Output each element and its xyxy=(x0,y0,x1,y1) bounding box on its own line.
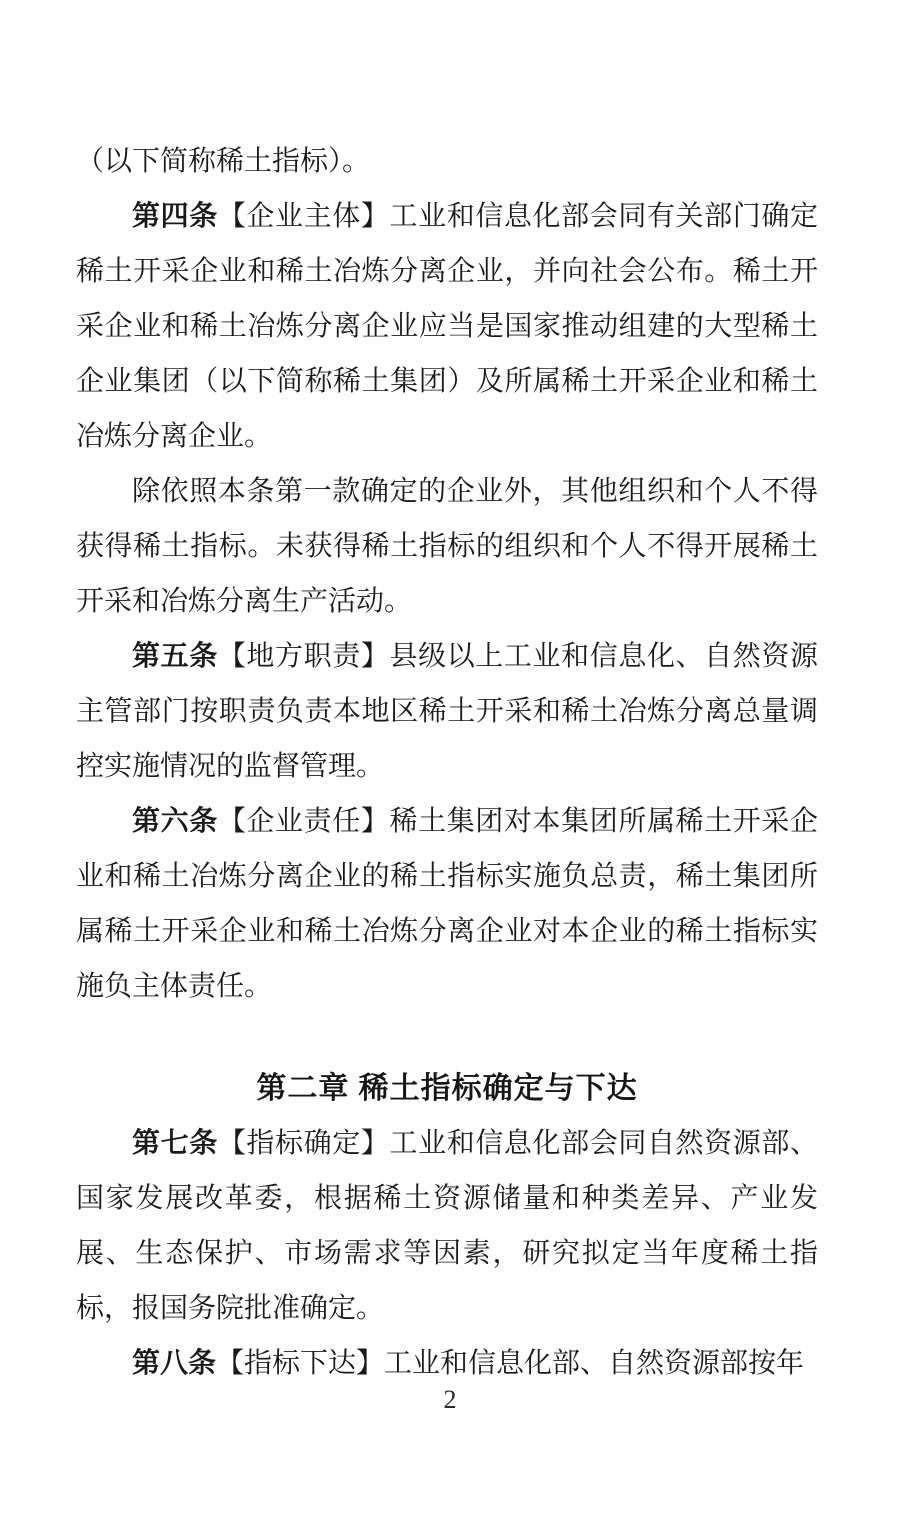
paragraph-article-5 xyxy=(76,629,818,794)
paragraph-article-4-clause-2 xyxy=(76,464,818,629)
article-7-body: 【指标确定】工业和信息化部会同自然资源部、国家发展改革委，根据稀土资源储量和种类差异、产业发展、生态保护、市场需求等因素，研究拟定当年度稀土指标，报国务院批准确定。 xyxy=(76,1128,818,1324)
article-8-label: 第八条 xyxy=(132,1348,217,1379)
article-6-body: 【企业责任】稀土集团对本集团所属稀土开采企业和稀土冶炼分离企业的稀土指标实施负总责，稀土集团所属稀土开采企业和稀土冶炼分离企业对本企业的稀土指标实施负主体责任。 xyxy=(76,806,818,1002)
article-5-body: 【地方职责】县级以上工业和信息化、自然资源主管部门按职责负责本地区稀土开采和稀土冶炼分离总量调控实施情况的监督管理。 xyxy=(76,641,818,782)
article-8-body: 【指标下达】工业和信息化部、自然资源部按年 xyxy=(216,1348,805,1379)
article-7-label: 第七条 xyxy=(132,1128,218,1159)
paragraph-article-6 xyxy=(76,794,818,1014)
continuation-text: （以下简称稀土指标）。 xyxy=(76,146,371,177)
paragraph-article-8 xyxy=(76,1336,818,1391)
article-4-label: 第四条 xyxy=(132,201,218,232)
paragraph-article-7 xyxy=(76,1116,818,1336)
document-body xyxy=(76,134,818,1391)
article-6-label: 第六条 xyxy=(132,806,218,837)
article-4-body: 【企业主体】工业和信息化部会同有关部门确定稀土开采企业和稀土冶炼分离企业，并向社会公布。稀土开采企业和稀土冶炼分离企业应当是国家推动组建的大型稀土企业集团（以下简称稀土集团）及所属稀土开采企业和稀土冶炼分离企业。 xyxy=(76,201,818,452)
article-5-label: 第五条 xyxy=(132,641,218,672)
paragraph-continuation xyxy=(76,134,818,189)
article-4-clause-2-text: 除依照本条第一款确定的企业外，其他组织和个人不得获得稀土指标。未获得稀土指标的组织和个人不得开展稀土开采和冶炼分离生产活动。 xyxy=(76,476,818,617)
paragraph-article-4 xyxy=(76,189,818,464)
page-number: 2 xyxy=(443,1385,457,1414)
chapter-2-heading: 第二章 稀土指标确定与下达 xyxy=(256,1072,638,1105)
